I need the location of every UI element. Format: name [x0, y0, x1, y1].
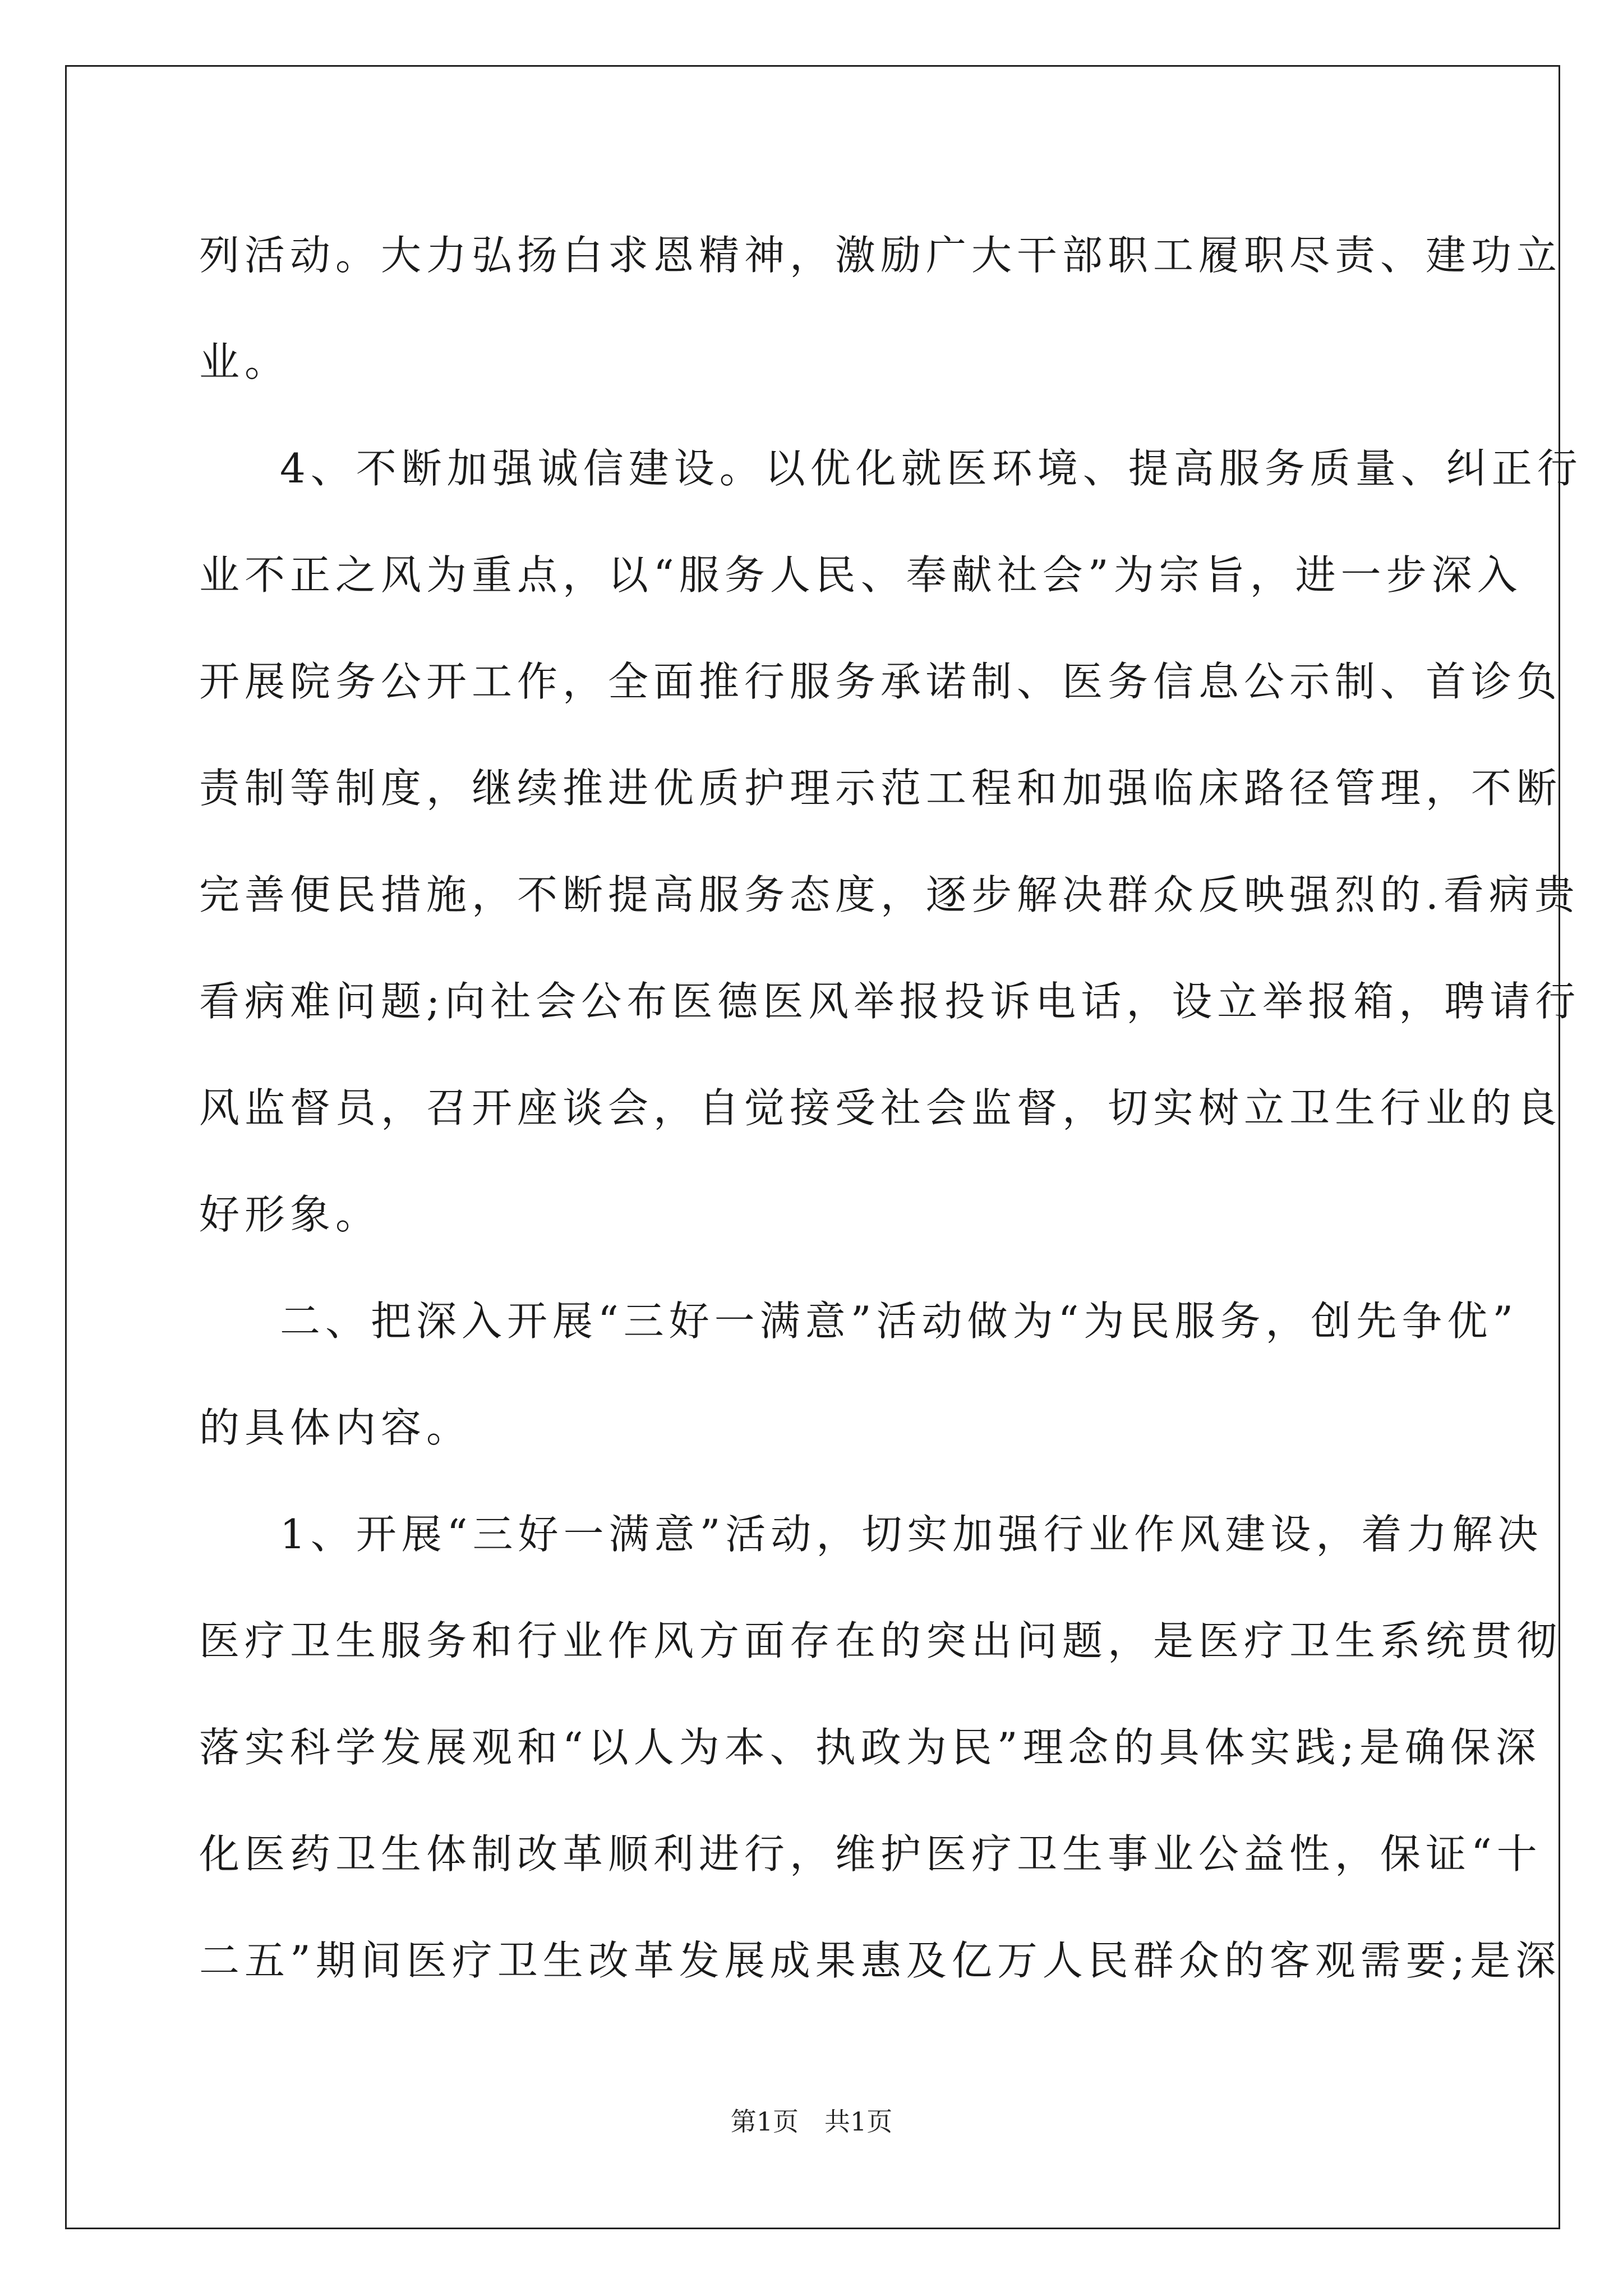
text-line-1: 列活动。大力弘扬白求恩精神，激励广大干部职工履职尽责、建功立	[199, 232, 1562, 279]
text-line-5: 开展院务公开工作，全面推行服务承诺制、医务信息公示制、首诊负	[199, 658, 1562, 705]
text-line-17: 二五”期间医疗卫生改革发展成果惠及亿万人民群众的客观需要;是深	[199, 1937, 1561, 1984]
text-line-16: 化医药卫生体制改革顺利进行，维护医疗卫生事业公益性，保证“十	[199, 1830, 1542, 1878]
text-line-9: 风监督员，召开座谈会，自觉接受社会监督，切实树立卫生行业的良	[199, 1084, 1562, 1131]
text-line-15: 落实科学发展观和“以人为本、执政为民”理念的具体实践;是确保深	[199, 1724, 1541, 1771]
document-body	[199, 202, 1583, 2014]
text-line-12: 的具体内容。	[199, 1404, 472, 1451]
text-line-14: 医疗卫生服务和行业作风方面存在的突出问题，是医疗卫生系统贯彻	[199, 1617, 1562, 1664]
text-line-2: 业。	[199, 338, 291, 385]
text-line-6: 责制等制度，继续推进优质护理示范工程和加强临床路径管理，不断	[199, 765, 1562, 812]
text-line-3: 4、不断加强诚信建设。以优化就医环境、提高服务质量、纠正行	[280, 445, 1583, 492]
text-line-11: 二、把深入开展“三好一满意”活动做为“为民服务，创先争优”	[280, 1297, 1519, 1345]
text-line-13: 1、开展“三好一满意”活动，切实加强行业作风建设，着力解决	[280, 1511, 1543, 1558]
text-line-7: 完善便民措施，不断提高服务态度，逐步解决群众反映强烈的.看病贵	[199, 871, 1580, 918]
text-line-4: 业不正之风为重点，以“服务人民、奉献社会”为宗旨，进一步深入	[199, 551, 1523, 599]
text-line-8: 看病难问题;向社会公布医德医风举报投诉电话，设立举报箱，聘请行	[199, 978, 1581, 1025]
page-footer: 第1页 共1页	[730, 2106, 893, 2137]
text-line-10: 好形象。	[199, 1191, 381, 1238]
